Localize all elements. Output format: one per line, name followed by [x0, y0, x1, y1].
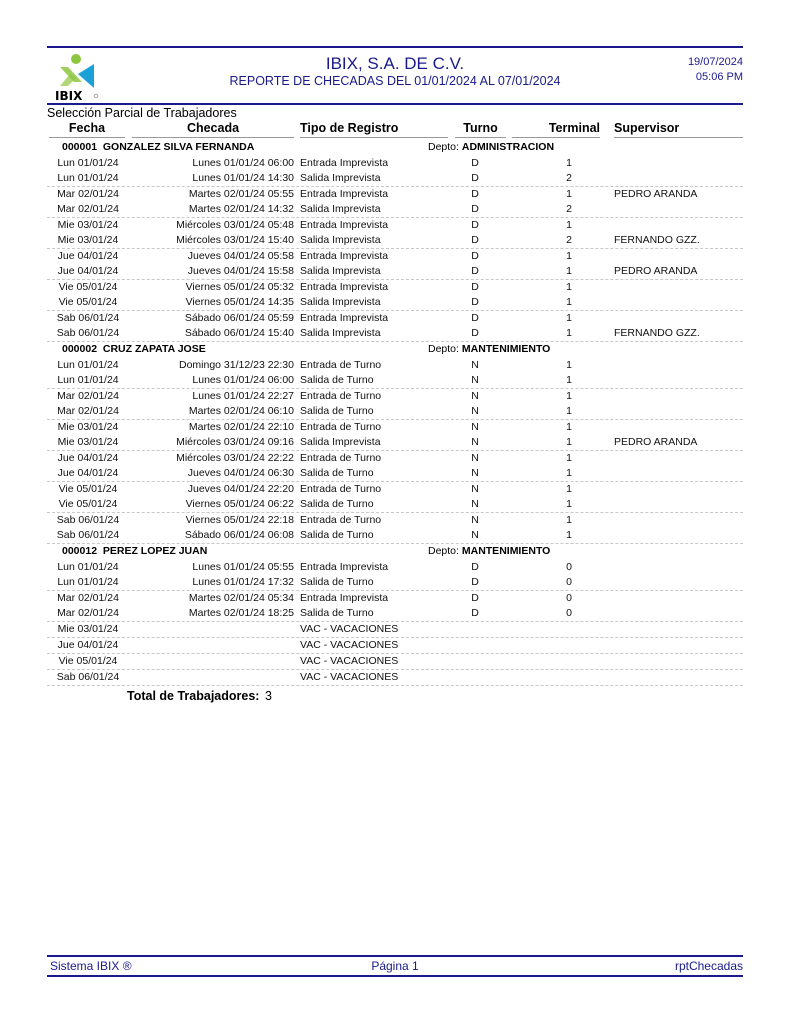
cell-tipo: Entrada Imprevista: [300, 312, 389, 324]
cell-fecha: Mie 03/01/24: [57, 421, 119, 433]
cell-fecha: Sab 06/01/24: [56, 327, 120, 339]
table-row: [47, 606, 743, 621]
cell-tipo: Salida de Turno: [300, 374, 374, 386]
cell-checada: Lunes 01/01/24 22:27: [192, 390, 294, 402]
cell-checada: Sábado 06/01/24 05:59: [184, 312, 294, 324]
cell-supervisor: PEDRO ARANDA: [614, 436, 698, 448]
total-workers-label: Total de Trabajadores:: [127, 689, 260, 703]
employee-group-header: [47, 544, 743, 560]
cell-turno: N: [471, 359, 479, 371]
cell-checada: Lunes 01/01/24 06:00: [192, 157, 294, 169]
cell-fecha: Vie 05/01/24: [58, 296, 118, 308]
cell-checada: Martes 02/01/24 18:25: [188, 607, 294, 619]
cell-turno: N: [471, 405, 479, 417]
header-top-rule: [47, 46, 743, 48]
cell-turno: N: [471, 452, 479, 464]
cell-terminal: 1: [566, 514, 572, 526]
column-header-turno: Turno: [455, 121, 506, 138]
cell-supervisor: PEDRO ARANDA: [614, 188, 698, 200]
cell-turno: D: [471, 607, 479, 619]
cell-tipo: VAC - VACACIONES: [300, 623, 399, 635]
table-row: [47, 435, 743, 450]
table-row: [47, 202, 743, 217]
department-label: Depto:: [428, 141, 459, 153]
table-row: [47, 638, 743, 653]
cell-terminal: 1: [566, 327, 572, 339]
table-row: [47, 497, 743, 512]
cell-tipo: Entrada Imprevista: [300, 561, 389, 573]
cell-terminal: 1: [566, 483, 572, 495]
cell-checada: Martes 02/01/24 14:32: [188, 203, 294, 215]
table-row: [47, 466, 743, 481]
cell-checada: Viernes 05/01/24 06:22: [185, 498, 294, 510]
table-row: [47, 233, 743, 248]
cell-tipo: Salida Imprevista: [300, 172, 381, 184]
column-header-fecha: Fecha: [49, 121, 125, 138]
cell-checada: Viernes 05/01/24 05:32: [185, 281, 294, 293]
cell-checada: Miércoles 03/01/24 22:22: [176, 452, 294, 464]
row-separator: [47, 685, 743, 686]
cell-fecha: Vie 05/01/24: [58, 281, 118, 293]
cell-supervisor: PEDRO ARANDA: [614, 265, 698, 277]
cell-turno: D: [471, 576, 479, 588]
table-row: [47, 249, 743, 264]
cell-fecha: Jue 04/01/24: [57, 250, 119, 262]
column-header-supervisor: Supervisor: [614, 121, 743, 138]
cell-turno: D: [471, 250, 479, 262]
cell-checada: Sábado 06/01/24 15:40: [184, 327, 294, 339]
table-row: [47, 156, 743, 171]
column-header-tipo: Tipo de Registro: [300, 121, 448, 138]
cell-checada: Miércoles 03/01/24 15:40: [176, 234, 294, 246]
cell-turno: N: [471, 436, 479, 448]
cell-terminal: 0: [566, 592, 572, 604]
cell-turno: N: [471, 421, 479, 433]
department-value: MANTENIMIENTO: [461, 343, 551, 355]
cell-turno: N: [471, 498, 479, 510]
cell-fecha: Mar 02/01/24: [57, 607, 119, 619]
cell-terminal: 1: [566, 281, 572, 293]
cell-tipo: Salida Imprevista: [300, 234, 381, 246]
cell-terminal: 1: [566, 452, 572, 464]
cell-terminal: 1: [566, 529, 572, 541]
cell-checada: Sábado 06/01/24 06:08: [184, 529, 294, 541]
cell-turno: D: [471, 296, 479, 308]
cell-turno: D: [471, 188, 479, 200]
cell-checada: Martes 02/01/24 05:55: [188, 188, 294, 200]
employee-group-header: [47, 140, 743, 156]
cell-tipo: Salida de Turno: [300, 467, 374, 479]
cell-tipo: Entrada de Turno: [300, 390, 382, 402]
cell-checada: Lunes 01/01/24 06:00: [192, 374, 294, 386]
table-row: [47, 187, 743, 202]
table-row: [47, 513, 743, 528]
cell-fecha: Mie 03/01/24: [57, 623, 119, 635]
employee-name: 000012 PEREZ LOPEZ JUAN: [62, 545, 208, 557]
table-row: [47, 218, 743, 233]
cell-tipo: Entrada Imprevista: [300, 157, 389, 169]
cell-tipo: Entrada Imprevista: [300, 219, 389, 231]
cell-tipo: Salida de Turno: [300, 607, 374, 619]
cell-terminal: 1: [566, 374, 572, 386]
report-body: [47, 140, 743, 706]
table-row: [47, 591, 743, 606]
department-value: MANTENIMIENTO: [461, 545, 551, 557]
cell-terminal: 1: [566, 296, 572, 308]
cell-tipo: Salida de Turno: [300, 576, 374, 588]
cell-fecha: Vie 05/01/24: [58, 498, 118, 510]
cell-tipo: Entrada Imprevista: [300, 250, 389, 262]
cell-fecha: Mar 02/01/24: [57, 203, 119, 215]
cell-tipo: VAC - VACACIONES: [300, 655, 399, 667]
cell-fecha: Sab 06/01/24: [56, 514, 120, 526]
table-row: [47, 404, 743, 419]
total-workers: [47, 688, 743, 706]
cell-terminal: 1: [566, 250, 572, 262]
cell-checada: Jueves 04/01/24 22:20: [187, 483, 294, 495]
cell-fecha: Vie 05/01/24: [58, 655, 118, 667]
table-row: [47, 171, 743, 186]
cell-checada: Miércoles 03/01/24 05:48: [176, 219, 294, 231]
footer-top-rule: [47, 955, 743, 957]
table-row: [47, 622, 743, 637]
cell-tipo: Salida Imprevista: [300, 327, 381, 339]
table-row: [47, 264, 743, 279]
cell-fecha: Jue 04/01/24: [57, 265, 119, 277]
svg-text:IBIX: IBIX: [55, 89, 83, 102]
cell-tipo: VAC - VACACIONES: [300, 671, 399, 683]
company-name: IBIX, S.A. DE C.V.: [325, 54, 465, 73]
table-row: [47, 528, 743, 543]
cell-fecha: Jue 04/01/24: [57, 467, 119, 479]
cell-terminal: 1: [566, 312, 572, 324]
cell-checada: Lunes 01/01/24 17:32: [192, 576, 294, 588]
footer-report-id: rptChecadas: [674, 959, 743, 973]
employee-name: 000001 GONZALEZ SILVA FERNANDA: [62, 141, 255, 153]
footer-bottom-rule: [47, 975, 743, 977]
total-workers-value: 3: [265, 689, 272, 703]
cell-turno: D: [471, 312, 479, 324]
cell-fecha: Sab 06/01/24: [56, 312, 120, 324]
column-header-terminal: Terminal: [512, 121, 600, 138]
cell-turno: D: [471, 281, 479, 293]
table-row: [47, 311, 743, 326]
table-row: [47, 326, 743, 341]
employee-group-header: [47, 342, 743, 358]
cell-fecha: Mie 03/01/24: [57, 234, 119, 246]
table-row: [47, 389, 743, 404]
table-row: [47, 451, 743, 466]
cell-terminal: 2: [566, 203, 572, 215]
cell-tipo: Entrada de Turno: [300, 421, 382, 433]
cell-fecha: Jue 04/01/24: [57, 452, 119, 464]
cell-terminal: 2: [566, 234, 572, 246]
cell-turno: D: [471, 592, 479, 604]
cell-tipo: Salida Imprevista: [300, 265, 381, 277]
cell-terminal: 1: [566, 265, 572, 277]
cell-fecha: Mie 03/01/24: [57, 436, 119, 448]
report-time: 05:06 PM: [695, 71, 743, 83]
cell-tipo: VAC - VACACIONES: [300, 639, 399, 651]
cell-supervisor: FERNANDO GZZ.: [614, 234, 700, 246]
table-row: [47, 670, 743, 685]
cell-terminal: 0: [566, 607, 572, 619]
cell-fecha: Jue 04/01/24: [57, 639, 119, 651]
employee-name: 000002 CRUZ ZAPATA JOSE: [62, 343, 206, 355]
cell-fecha: Sab 06/01/24: [56, 529, 120, 541]
table-row: [47, 280, 743, 295]
cell-tipo: Entrada Imprevista: [300, 592, 389, 604]
cell-turno: N: [471, 529, 479, 541]
cell-turno: N: [471, 390, 479, 402]
cell-fecha: Mar 02/01/24: [57, 188, 119, 200]
cell-turno: D: [471, 234, 479, 246]
cell-turno: D: [471, 172, 479, 184]
cell-terminal: 1: [566, 405, 572, 417]
cell-terminal: 1: [566, 359, 572, 371]
table-row: [47, 560, 743, 575]
table-row: [47, 654, 743, 669]
cell-turno: N: [471, 467, 479, 479]
cell-terminal: 1: [566, 188, 572, 200]
header-bottom-rule: [47, 103, 743, 105]
cell-checada: Jueves 04/01/24 05:58: [187, 250, 294, 262]
department-label: Depto:: [428, 343, 459, 355]
column-header-checada: Checada: [132, 121, 294, 138]
cell-tipo: Salida de Turno: [300, 498, 374, 510]
table-row: [47, 482, 743, 497]
cell-terminal: 0: [566, 576, 572, 588]
department-value: ADMINISTRACION: [461, 141, 555, 153]
footer-page-number: Página 1: [371, 959, 419, 973]
table-row: [47, 575, 743, 590]
cell-checada: Jueves 04/01/24 06:30: [187, 467, 294, 479]
cell-turno: D: [471, 203, 479, 215]
footer-system-name: Sistema IBIX ®: [50, 959, 132, 973]
cell-terminal: 1: [566, 467, 572, 479]
cell-terminal: 1: [566, 498, 572, 510]
cell-checada: Lunes 01/01/24 14:30: [192, 172, 294, 184]
cell-checada: Martes 02/01/24 05:34: [188, 592, 294, 604]
cell-fecha: Mar 02/01/24: [57, 592, 119, 604]
cell-turno: D: [471, 561, 479, 573]
cell-fecha: Lun 01/01/24: [57, 359, 119, 371]
cell-turno: D: [471, 265, 479, 277]
cell-turno: D: [471, 157, 479, 169]
cell-fecha: Sab 06/01/24: [56, 671, 120, 683]
cell-terminal: 0: [566, 561, 572, 573]
department: [428, 545, 550, 557]
cell-checada: Domingo 31/12/23 22:30: [178, 359, 294, 371]
cell-terminal: 1: [566, 421, 572, 433]
table-row: [47, 358, 743, 373]
cell-fecha: Mie 03/01/24: [57, 219, 119, 231]
cell-checada: Viernes 05/01/24 22:18: [185, 514, 294, 526]
ibix-logo: [52, 50, 108, 102]
table-row: [47, 420, 743, 435]
cell-fecha: Lun 01/01/24: [57, 172, 119, 184]
table-row: [47, 295, 743, 310]
cell-checada: Miércoles 03/01/24 09:16: [176, 436, 294, 448]
cell-tipo: Entrada de Turno: [300, 452, 382, 464]
cell-checada: Lunes 01/01/24 05:55: [192, 561, 294, 573]
cell-tipo: Entrada Imprevista: [300, 188, 389, 200]
cell-fecha: Lun 01/01/24: [57, 561, 119, 573]
cell-checada: Jueves 04/01/24 15:58: [187, 265, 294, 277]
table-row: [47, 373, 743, 388]
cell-checada: Martes 02/01/24 22:10: [188, 421, 294, 433]
cell-fecha: Lun 01/01/24: [57, 157, 119, 169]
cell-turno: D: [471, 327, 479, 339]
cell-turno: N: [471, 514, 479, 526]
cell-tipo: Entrada de Turno: [300, 514, 382, 526]
cell-tipo: Salida de Turno: [300, 405, 374, 417]
cell-tipo: Entrada de Turno: [300, 483, 382, 495]
cell-tipo: Salida de Turno: [300, 529, 374, 541]
report-title: REPORTE DE CHECADAS DEL 01/01/2024 AL 07/01/2024: [229, 74, 561, 88]
cell-supervisor: FERNANDO GZZ.: [614, 327, 700, 339]
cell-turno: N: [471, 374, 479, 386]
ibix-logo-icon: [52, 50, 108, 102]
cell-terminal: 1: [566, 157, 572, 169]
cell-checada: Martes 02/01/24 06:10: [188, 405, 294, 417]
cell-terminal: 1: [566, 219, 572, 231]
report-date: 19/07/2024: [687, 56, 743, 68]
cell-tipo: Entrada Imprevista: [300, 281, 389, 293]
cell-tipo: Salida Imprevista: [300, 436, 381, 448]
cell-tipo: Entrada de Turno: [300, 359, 382, 371]
cell-turno: D: [471, 219, 479, 231]
cell-terminal: 1: [566, 436, 572, 448]
department: [428, 141, 554, 153]
department-label: Depto:: [428, 545, 459, 557]
selection-label: Selección Parcial de Trabajadores: [47, 106, 237, 120]
cell-fecha: Vie 05/01/24: [58, 483, 118, 495]
cell-tipo: Salida Imprevista: [300, 203, 381, 215]
department: [428, 343, 550, 355]
cell-turno: N: [471, 483, 479, 495]
cell-fecha: Mar 02/01/24: [57, 390, 119, 402]
cell-terminal: 2: [566, 172, 572, 184]
cell-fecha: Lun 01/01/24: [57, 576, 119, 588]
cell-fecha: Mar 02/01/24: [57, 405, 119, 417]
cell-fecha: Lun 01/01/24: [57, 374, 119, 386]
cell-terminal: 1: [566, 390, 572, 402]
cell-checada: Viernes 05/01/24 14:35: [185, 296, 294, 308]
cell-tipo: Salida Imprevista: [300, 296, 381, 308]
